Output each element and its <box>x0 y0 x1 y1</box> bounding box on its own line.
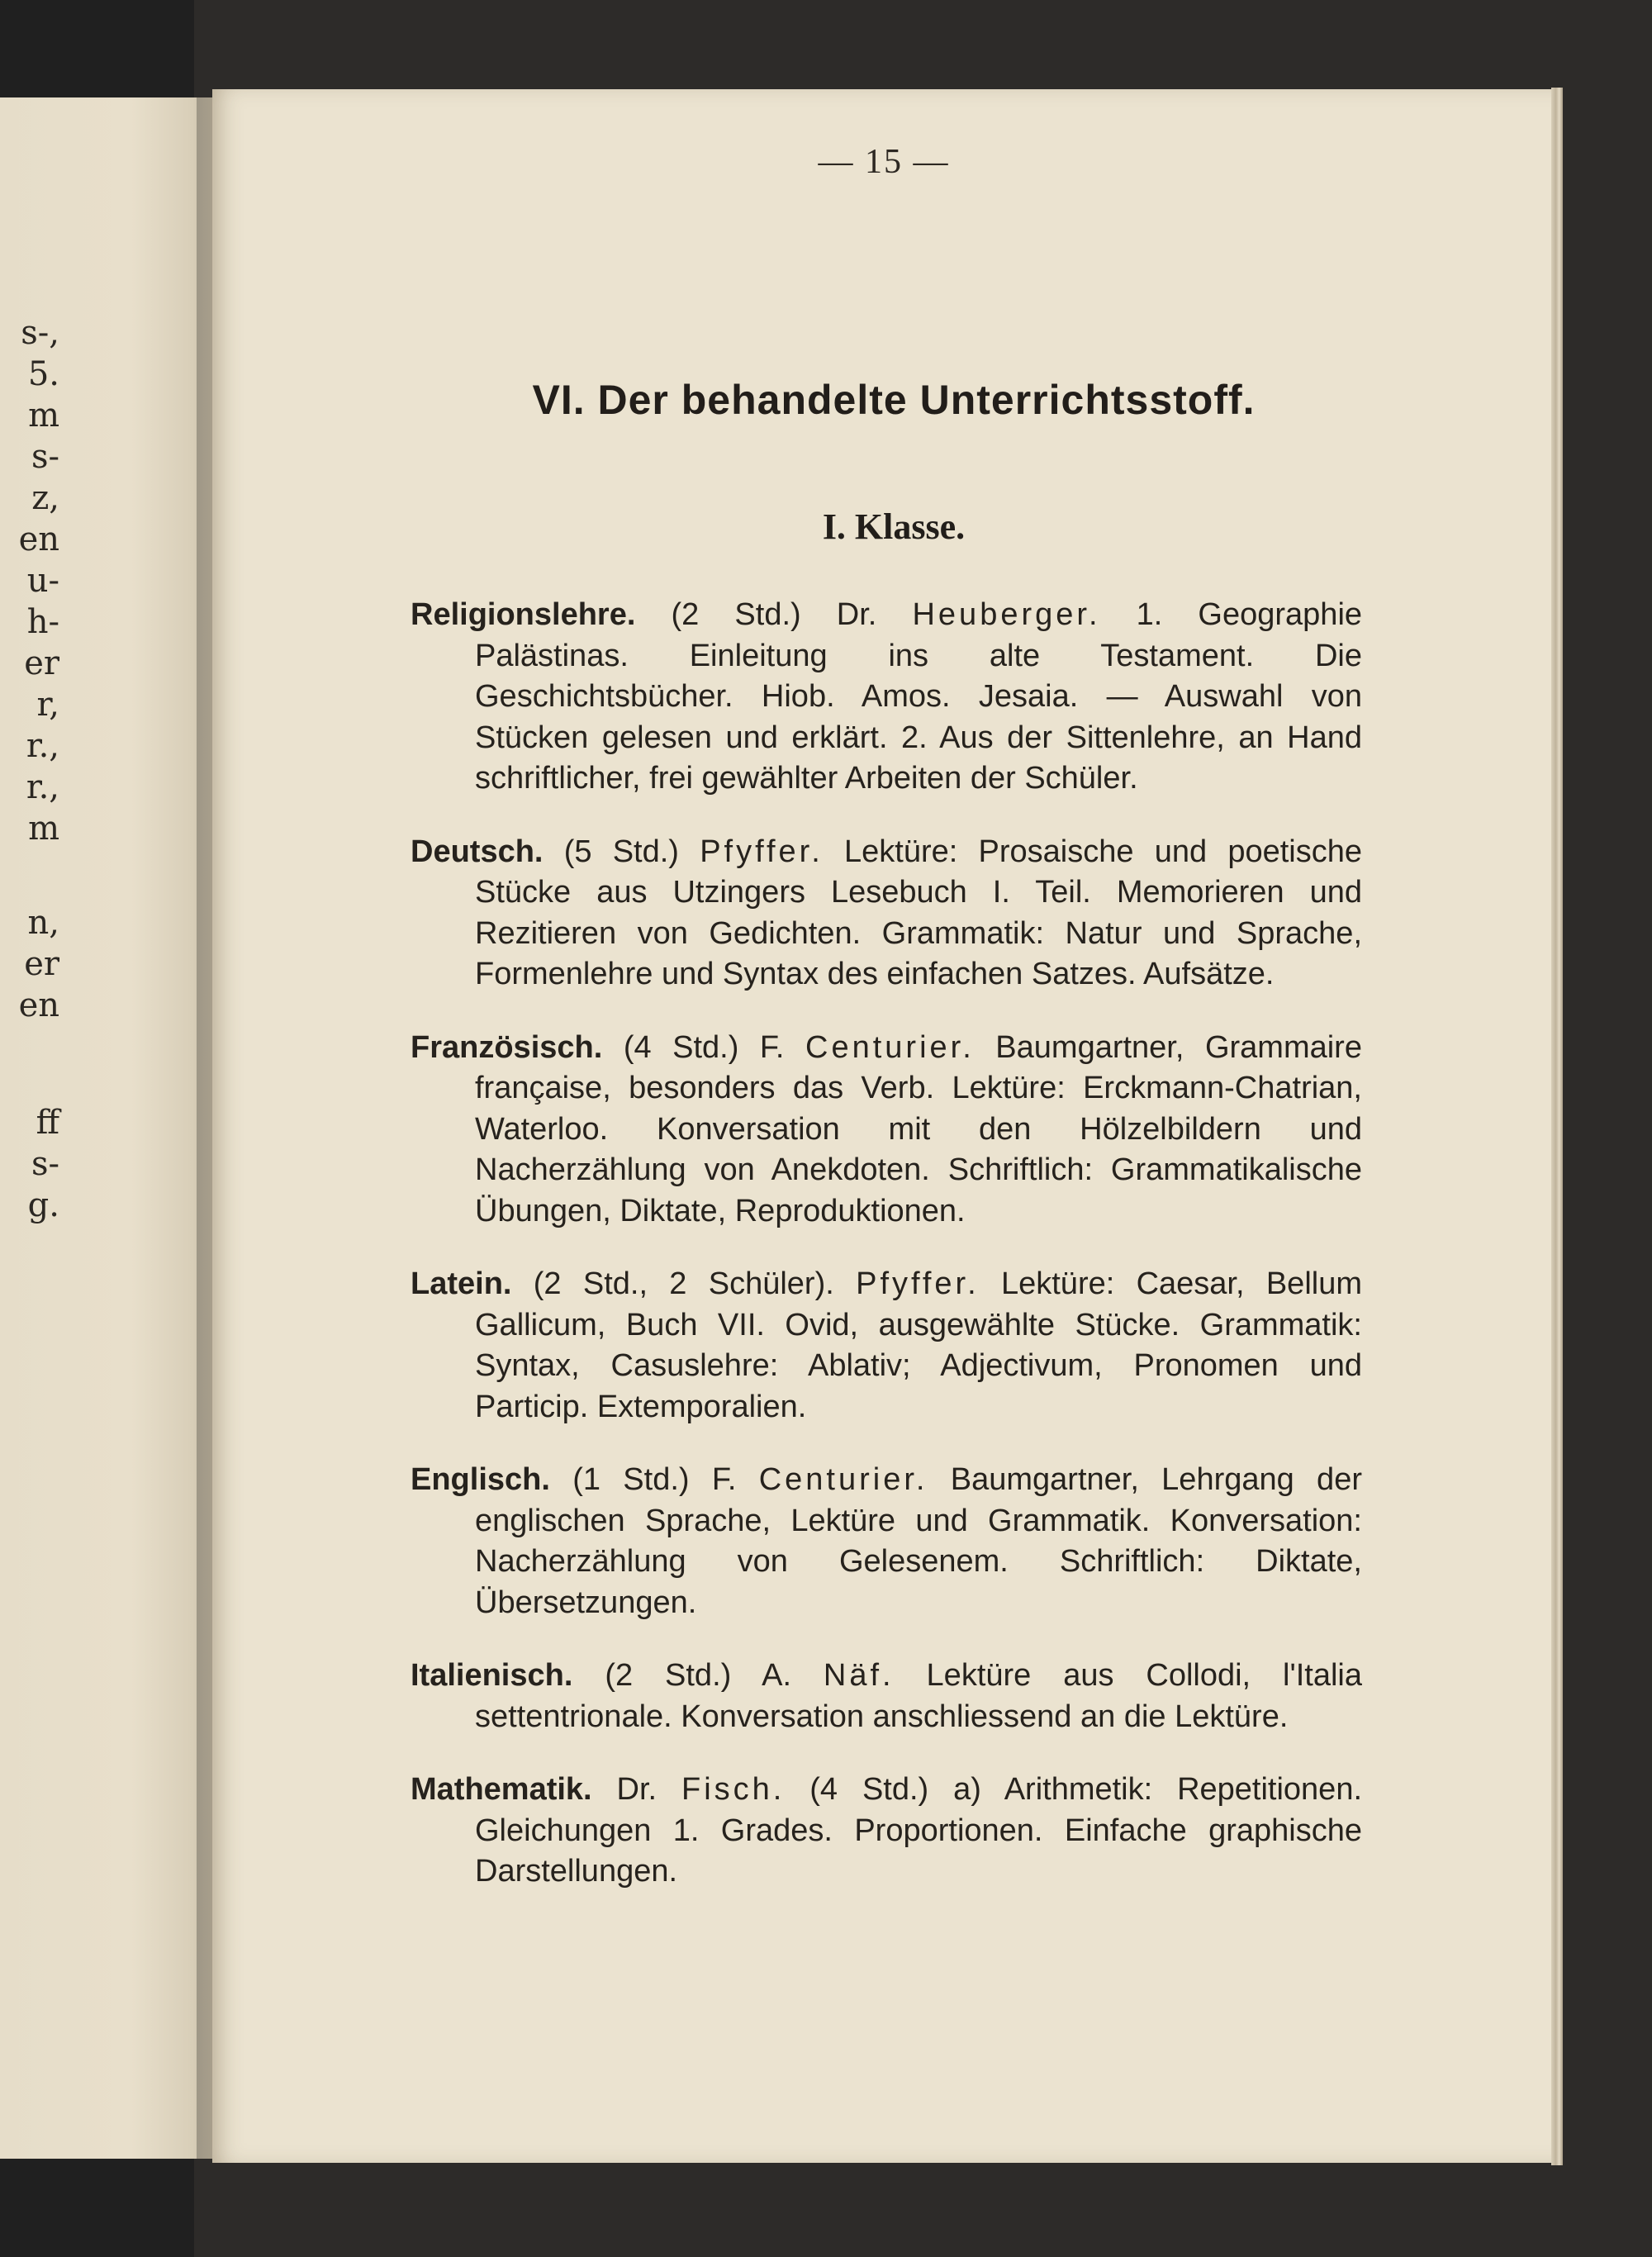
subject-franzoesisch <box>411 1028 1362 1233</box>
subject-teacher: Heuberger. <box>912 597 1101 632</box>
subject-text: Lektüre aus Collodi, l'Italia settentrionale. Konversation anschliessend an die Lektüre. <box>475 1658 1362 1734</box>
left-fragment: en <box>18 986 59 1024</box>
subject-hours: (2 Std.) Dr. <box>671 597 877 632</box>
subject-teacher: Näf. <box>823 1658 895 1693</box>
subject-text: (4 Std.) a) Arithmetik: Repetitionen. Gleichungen 1. Grades. Proportionen. Einfache graphische Darstellungen. <box>475 1772 1363 1889</box>
subject-text: Baumgartner, Lehrgang der englischen Sprache, Lektüre und Grammatik. Konversation: Nacherzählung von Gelesenem. Schriftlich: Diktate, Übersetzungen. <box>475 1462 1362 1620</box>
subject-deutsch <box>411 832 1362 995</box>
subject-mathematik <box>411 1770 1362 1893</box>
left-fragment: en <box>18 520 59 558</box>
left-fragment: n, <box>27 904 59 942</box>
subject-list <box>411 595 1362 1925</box>
left-fragment: r, <box>36 686 59 724</box>
subject-hours: (2 Std.) A. <box>605 1658 791 1693</box>
subject-hours: (1 Std.) F. <box>572 1462 737 1497</box>
subject-name: Mathematik. <box>411 1772 592 1807</box>
left-fragment: s- <box>31 1145 59 1183</box>
subject-teacher: Fisch. <box>681 1772 786 1807</box>
subject-latein <box>411 1264 1362 1428</box>
left-fragment: h- <box>26 603 59 641</box>
left-fragment: m <box>28 810 59 848</box>
left-fragment: m <box>28 397 59 435</box>
page-number: — 15 — <box>818 143 950 181</box>
left-fragment: er <box>24 644 59 682</box>
class-title: I. Klasse. <box>822 506 966 547</box>
left-page <box>0 97 219 2159</box>
subject-teacher: Centurier. <box>805 1029 975 1065</box>
subject-text: 1. Geographie Palästinas. Einleitung ins alte Testament. Die Geschichtsbücher. Hiob. Amos. Jesaia. — Auswahl von Stücken gelesen und erklärt. 2. Aus der Sittenlehre, an Hand schriftlicher, frei gewählter Arbeiten der Schüler. <box>475 597 1363 796</box>
section-title: VI. Der behandelte Unterrichtsstoff. <box>532 377 1256 423</box>
left-fragment: ff <box>36 1104 59 1142</box>
subject-teacher: Pfyffer. <box>700 834 824 869</box>
subject-name: Latein. <box>411 1266 512 1301</box>
subject-text: Lektüre: Prosaische und poetische Stücke aus Utzingers Lesebuch I. Teil. Memorieren und Rezitieren von Gedichten. Grammatik: Natur und Sprache, Formenlehre und Syntax des einfachen Satzes. Aufsätze. <box>475 834 1362 991</box>
subject-hours: (2 Std., 2 Schüler). <box>533 1266 834 1301</box>
subject-italienisch <box>411 1656 1362 1737</box>
subject-text: Lektüre: Caesar, Bellum Gallicum, Buch VII. Ovid, ausgewählte Stücke. Grammatik: Syntax, Casuslehre: Ablativ; Adjectivum, Pronomen und Particip. Extemporalien. <box>475 1266 1362 1424</box>
left-fragment: g. <box>27 1186 59 1224</box>
subject-name: Deutsch. <box>411 834 544 869</box>
left-fragment: r., <box>26 768 59 806</box>
subject-name: Französisch. <box>411 1029 603 1065</box>
subject-englisch <box>411 1460 1362 1623</box>
subject-name: Religionslehre. <box>411 597 636 632</box>
subject-hours: (4 Std.) F. <box>623 1029 785 1065</box>
subject-hours: (5 Std.) <box>563 834 679 869</box>
left-fragment: s-, <box>21 314 59 352</box>
left-fragment: 5. <box>27 355 59 393</box>
subject-name: Englisch. <box>411 1462 550 1497</box>
subject-name: Italienisch. <box>411 1658 573 1693</box>
subject-hours: Dr. <box>616 1772 657 1807</box>
page-edge <box>1551 88 1563 2165</box>
left-fragment: u- <box>26 562 59 600</box>
subject-teacher: Centurier. <box>758 1462 928 1497</box>
subject-teacher: Pfyffer. <box>856 1266 980 1301</box>
left-fragment: r., <box>26 727 59 765</box>
left-fragment: s- <box>31 438 59 476</box>
subject-text: Baumgartner, Grammaire française, besonders das Verb. Lektüre: Erckmann-Chatrian, Waterloo. Konversation mit den Hölzelbildern und Nacherzählung von Anekdoten. Schriftlich: Grammatikalische Übungen, Diktate, Reproduktionen. <box>475 1029 1362 1228</box>
left-fragment: z, <box>31 479 59 517</box>
left-fragment: er <box>24 945 59 983</box>
subject-religionslehre <box>411 595 1362 800</box>
